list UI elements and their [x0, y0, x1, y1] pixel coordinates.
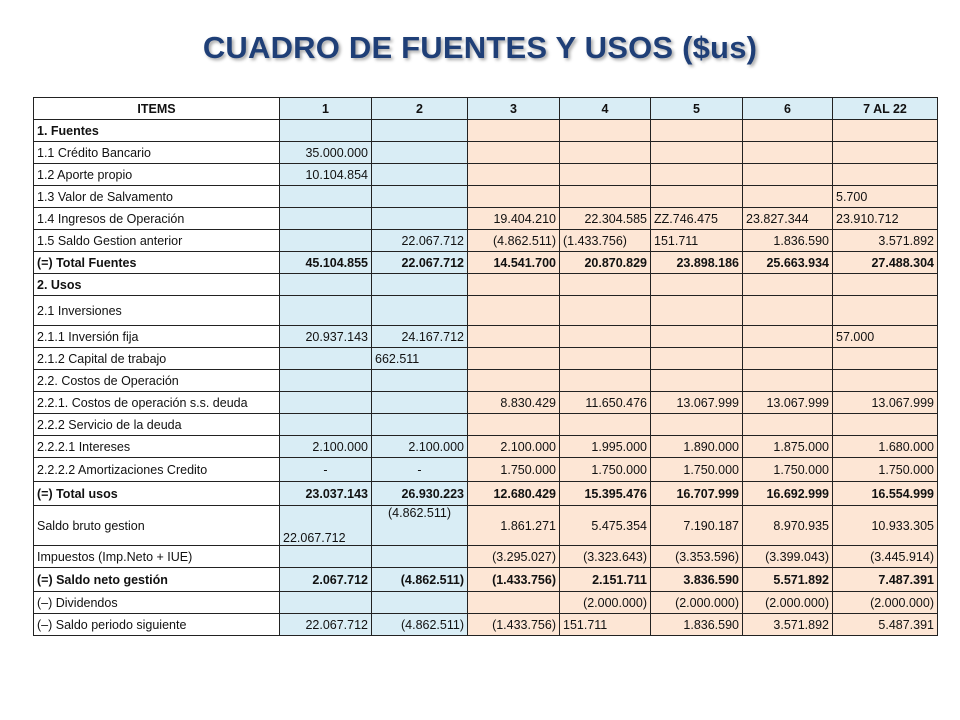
table-cell — [743, 348, 833, 370]
table-cell: 2.100.000 — [372, 436, 468, 458]
table-cell: 11.650.476 — [560, 392, 651, 414]
table-cell — [468, 164, 560, 186]
table-cell — [372, 370, 468, 392]
table-cell — [560, 348, 651, 370]
table-cell: 1.680.000 — [833, 436, 938, 458]
table-cell: (1.433.756) — [468, 568, 560, 592]
row-label: 2.2. Costos de Operación — [34, 370, 280, 392]
header-row — [34, 98, 938, 120]
table-cell: 1.750.000 — [743, 458, 833, 482]
row-label: 2.2.2 Servicio de la deuda — [34, 414, 280, 436]
table-cell — [280, 208, 372, 230]
table-row — [34, 414, 938, 436]
table-cell: 27.488.304 — [833, 252, 938, 274]
table-row — [34, 436, 938, 458]
table-cell — [372, 592, 468, 614]
row-label: 2.1.2 Capital de trabajo — [34, 348, 280, 370]
table-cell: 1.861.271 — [468, 506, 560, 546]
row-label: 2.1.1 Inversión fija — [34, 326, 280, 348]
table-cell — [468, 296, 560, 326]
row-label: 1.5 Saldo Gestion anterior — [34, 230, 280, 252]
table-cell: 5.487.391 — [833, 614, 938, 636]
table-cell: (4.862.511) — [372, 506, 468, 546]
page-title: CUADRO DE FUENTES Y USOS ($us) — [202, 30, 758, 65]
table-cell: 1.750.000 — [833, 458, 938, 482]
table-cell — [468, 592, 560, 614]
row-label: (=) Saldo neto gestión — [34, 568, 280, 592]
table-cell: (2.000.000) — [743, 592, 833, 614]
table-cell: 3.571.892 — [743, 614, 833, 636]
table-cell — [468, 120, 560, 142]
table-cell: 23.827.344 — [743, 208, 833, 230]
column-header-period: 7 AL 22 — [833, 98, 938, 120]
table-cell — [833, 370, 938, 392]
table-cell: 45.104.855 — [280, 252, 372, 274]
table-cell — [651, 296, 743, 326]
table-row — [34, 252, 938, 274]
table-cell: 35.000.000 — [280, 142, 372, 164]
table-cell — [280, 592, 372, 614]
table-cell: (2.000.000) — [833, 592, 938, 614]
table-cell: 20.937.143 — [280, 326, 372, 348]
table-cell: 15.395.476 — [560, 482, 651, 506]
table-row — [34, 326, 938, 348]
table-cell: 22.304.585 — [560, 208, 651, 230]
table-cell: 1.890.000 — [651, 436, 743, 458]
table-cell: (1.433.756) — [468, 614, 560, 636]
row-label: 1.3 Valor de Salvamento — [34, 186, 280, 208]
table-cell: 1.750.000 — [560, 458, 651, 482]
table-cell: (2.000.000) — [651, 592, 743, 614]
row-label: 1.2 Aporte propio — [34, 164, 280, 186]
table-row — [34, 230, 938, 252]
table-cell — [651, 120, 743, 142]
table-cell: ZZ.746.475 — [651, 208, 743, 230]
table-row — [34, 186, 938, 208]
table-cell — [651, 326, 743, 348]
table-cell: 14.541.700 — [468, 252, 560, 274]
table-cell: 10.933.305 — [833, 506, 938, 546]
table-cell: 7.487.391 — [833, 568, 938, 592]
table-cell — [372, 164, 468, 186]
table-cell — [280, 370, 372, 392]
table-cell — [372, 142, 468, 164]
table-cell: 8.970.935 — [743, 506, 833, 546]
table-cell — [280, 186, 372, 208]
table-cell: 5.475.354 — [560, 506, 651, 546]
table-cell: 151.711 — [560, 614, 651, 636]
table-cell — [372, 274, 468, 296]
table-cell — [280, 230, 372, 252]
table-cell: 16.692.999 — [743, 482, 833, 506]
table-cell — [743, 326, 833, 348]
row-label: 2. Usos — [34, 274, 280, 296]
table-cell: (3.445.914) — [833, 546, 938, 568]
table-cell — [372, 414, 468, 436]
table-cell: 12.680.429 — [468, 482, 560, 506]
table-row — [34, 546, 938, 568]
row-label: (=) Total Fuentes — [34, 252, 280, 274]
table-cell: 13.067.999 — [651, 392, 743, 414]
table-cell — [560, 186, 651, 208]
table-cell — [833, 120, 938, 142]
table-cell — [468, 274, 560, 296]
table-cell: (3.399.043) — [743, 546, 833, 568]
table-cell: 1.875.000 — [743, 436, 833, 458]
table-cell: 151.711 — [651, 230, 743, 252]
table-cell: 19.404.210 — [468, 208, 560, 230]
table-cell: 2.100.000 — [468, 436, 560, 458]
table-row — [34, 370, 938, 392]
table-cell: 1.750.000 — [468, 458, 560, 482]
table-cell: 23.898.186 — [651, 252, 743, 274]
table-cell: 1.995.000 — [560, 436, 651, 458]
table-cell: 662.511 — [372, 348, 468, 370]
row-label: 1. Fuentes — [34, 120, 280, 142]
table-cell — [468, 370, 560, 392]
table-cell: 1.836.590 — [743, 230, 833, 252]
table-cell — [651, 186, 743, 208]
table-cell — [560, 142, 651, 164]
table-cell — [468, 142, 560, 164]
table-cell: 3.836.590 — [651, 568, 743, 592]
table-cell — [743, 164, 833, 186]
column-header-items: ITEMS — [34, 98, 280, 120]
table-cell: - — [372, 458, 468, 482]
row-label: 2.1 Inversiones — [34, 296, 280, 326]
table-cell: 7.190.187 — [651, 506, 743, 546]
table-cell: 22.067.712 — [372, 230, 468, 252]
table-cell — [280, 546, 372, 568]
row-label: 2.2.2.1 Intereses — [34, 436, 280, 458]
table-cell — [560, 414, 651, 436]
table-cell — [743, 296, 833, 326]
table-cell: 13.067.999 — [743, 392, 833, 414]
table-row — [34, 296, 938, 326]
table-row — [34, 614, 938, 636]
table-row — [34, 568, 938, 592]
table-cell — [833, 274, 938, 296]
table-cell — [280, 296, 372, 326]
table-cell — [743, 120, 833, 142]
table-cell — [372, 392, 468, 414]
table-cell — [560, 120, 651, 142]
table-cell: 57.000 — [833, 326, 938, 348]
sources-uses-table — [33, 97, 938, 636]
table-cell — [468, 348, 560, 370]
table-cell: 2.100.000 — [280, 436, 372, 458]
table-cell: 2.067.712 — [280, 568, 372, 592]
table-cell — [651, 348, 743, 370]
table-cell: (3.323.643) — [560, 546, 651, 568]
row-label: 1.4 Ingresos de Operación — [34, 208, 280, 230]
table-cell — [743, 274, 833, 296]
table-row — [34, 142, 938, 164]
table-cell — [833, 142, 938, 164]
table-cell: 23.037.143 — [280, 482, 372, 506]
table-row — [34, 458, 938, 482]
table-cell — [560, 274, 651, 296]
table-cell: 2.151.711 — [560, 568, 651, 592]
table-cell: 16.554.999 — [833, 482, 938, 506]
table-cell: (4.862.511) — [372, 568, 468, 592]
table-cell: 8.830.429 — [468, 392, 560, 414]
table-row — [34, 392, 938, 414]
table-cell — [743, 142, 833, 164]
table-cell — [833, 296, 938, 326]
table-cell — [651, 274, 743, 296]
table-cell — [372, 296, 468, 326]
table-cell — [372, 208, 468, 230]
row-label: (–) Saldo periodo siguiente — [34, 614, 280, 636]
table-cell — [280, 392, 372, 414]
table-cell: 20.870.829 — [560, 252, 651, 274]
table-cell: 13.067.999 — [833, 392, 938, 414]
table-cell: 3.571.892 — [833, 230, 938, 252]
row-label: Saldo bruto gestion — [34, 506, 280, 546]
table-cell — [560, 370, 651, 392]
table-cell — [651, 414, 743, 436]
table-cell: (3.295.027) — [468, 546, 560, 568]
table-cell: 5.700 — [833, 186, 938, 208]
table-cell — [833, 414, 938, 436]
table-cell — [280, 348, 372, 370]
table-row — [34, 506, 938, 546]
row-label: (–) Dividendos — [34, 592, 280, 614]
table-cell — [468, 186, 560, 208]
table-cell — [560, 326, 651, 348]
table-cell: - — [280, 458, 372, 482]
table-cell: 22.067.712 — [280, 506, 372, 546]
table-cell: 1.836.590 — [651, 614, 743, 636]
table-cell — [651, 370, 743, 392]
table-cell — [560, 296, 651, 326]
column-header-period: 1 — [280, 98, 372, 120]
table-cell — [651, 164, 743, 186]
table-cell: 5.571.892 — [743, 568, 833, 592]
table-row — [34, 482, 938, 506]
table-row — [34, 592, 938, 614]
table-cell: 25.663.934 — [743, 252, 833, 274]
table-cell — [372, 186, 468, 208]
table-row — [34, 274, 938, 296]
table-cell — [280, 120, 372, 142]
table-cell — [743, 370, 833, 392]
table-cell — [280, 274, 372, 296]
column-header-period: 6 — [743, 98, 833, 120]
row-label: 1.1 Crédito Bancario — [34, 142, 280, 164]
table-cell: 26.930.223 — [372, 482, 468, 506]
table-cell — [468, 326, 560, 348]
table-cell: 24.167.712 — [372, 326, 468, 348]
table-cell — [651, 142, 743, 164]
table-cell — [743, 186, 833, 208]
table-cell — [372, 120, 468, 142]
column-header-period: 3 — [468, 98, 560, 120]
table-cell: (4.862.511) — [468, 230, 560, 252]
table-row — [34, 120, 938, 142]
row-label: 2.2.2.2 Amortizaciones Credito — [34, 458, 280, 482]
row-label: (=) Total usos — [34, 482, 280, 506]
table-cell: 1.750.000 — [651, 458, 743, 482]
table-cell: (2.000.000) — [560, 592, 651, 614]
column-header-period: 5 — [651, 98, 743, 120]
table-cell — [833, 164, 938, 186]
table-cell — [743, 414, 833, 436]
table-cell — [280, 414, 372, 436]
table-cell: 22.067.712 — [280, 614, 372, 636]
row-label: 2.2.1. Costos de operación s.s. deuda — [34, 392, 280, 414]
table-cell — [372, 546, 468, 568]
table-cell: (4.862.511) — [372, 614, 468, 636]
table-cell — [560, 164, 651, 186]
table-row — [34, 164, 938, 186]
row-label: Impuestos (Imp.Neto + IUE) — [34, 546, 280, 568]
table-row — [34, 348, 938, 370]
table-cell: (3.353.596) — [651, 546, 743, 568]
column-header-period: 2 — [372, 98, 468, 120]
column-header-period: 4 — [560, 98, 651, 120]
table-cell: 16.707.999 — [651, 482, 743, 506]
table-cell: (1.433.756) — [560, 230, 651, 252]
table-cell: 23.910.712 — [833, 208, 938, 230]
table-row — [34, 208, 938, 230]
table-cell — [468, 414, 560, 436]
table-cell — [833, 348, 938, 370]
table-cell: 10.104.854 — [280, 164, 372, 186]
table-cell: 22.067.712 — [372, 252, 468, 274]
